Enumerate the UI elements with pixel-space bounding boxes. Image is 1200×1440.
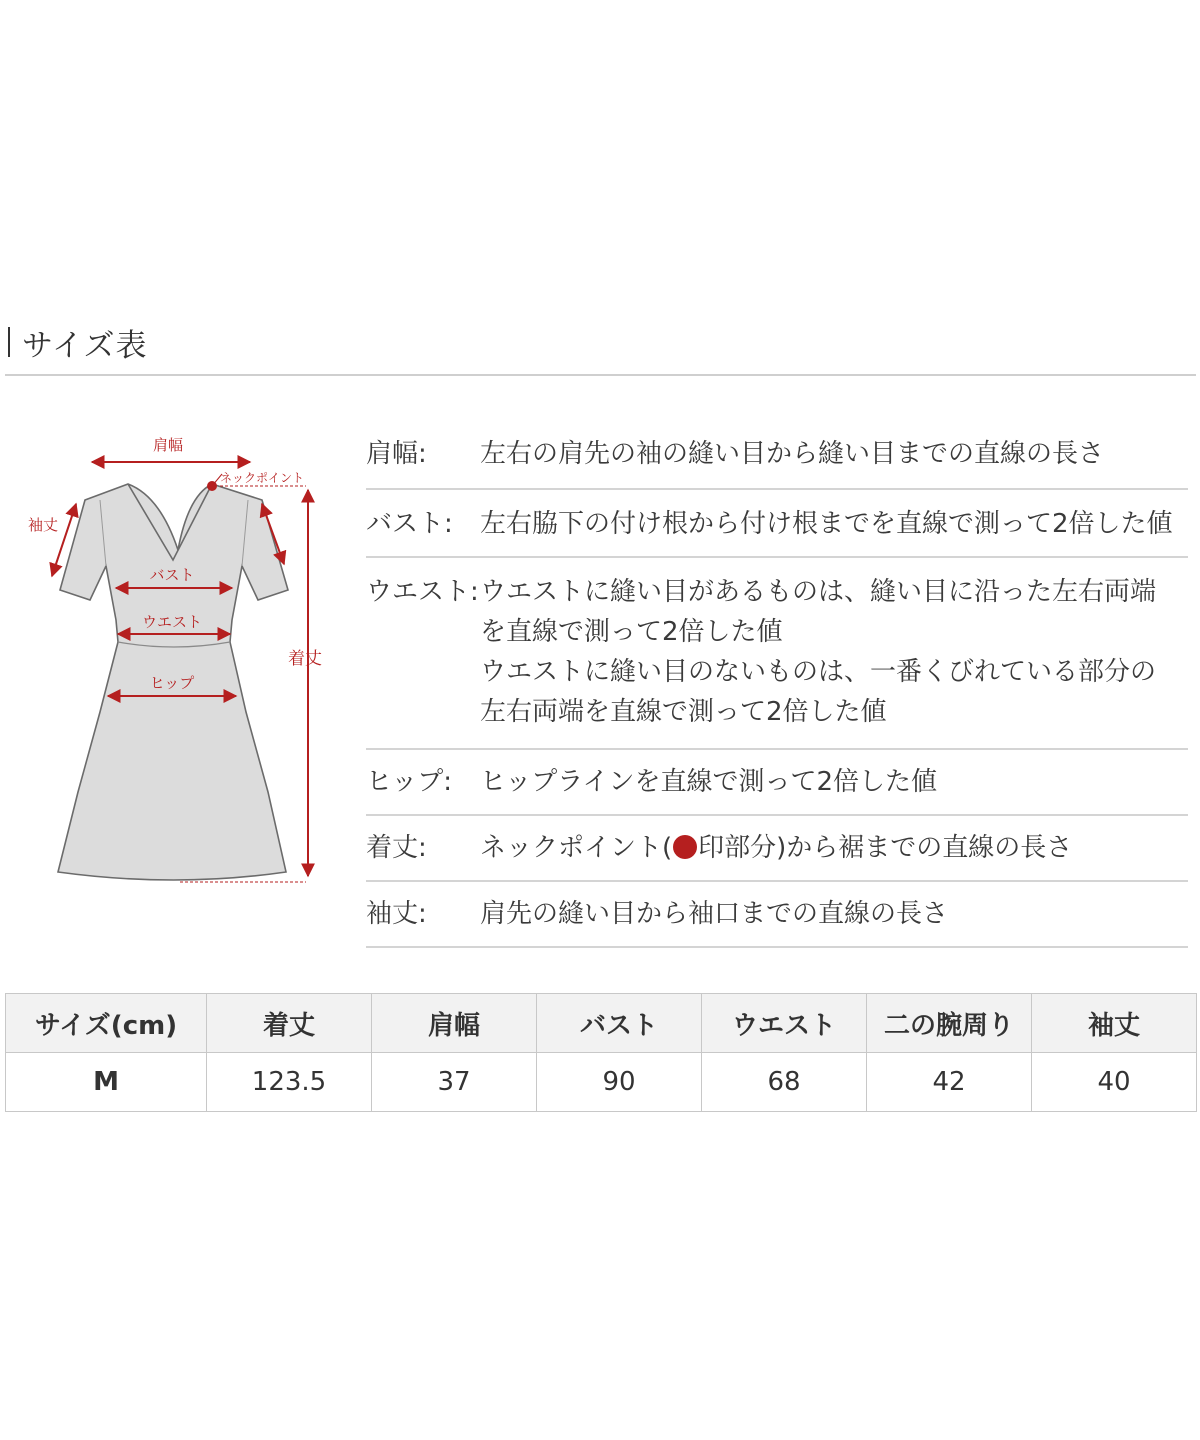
definition-text-part: ネックポイント( <box>480 833 673 863</box>
definition-text <box>480 572 1188 732</box>
definition-line: を直線で測って2倍した値 <box>480 617 783 647</box>
table-row <box>6 1053 1197 1112</box>
definition-term: ウエスト: <box>366 577 479 607</box>
shoulder-label: 肩幅 <box>152 436 184 454</box>
measurement-definitions <box>366 420 1188 948</box>
column-header: 着丈 <box>207 994 372 1053</box>
definition-row <box>366 420 1188 490</box>
heading-bar <box>8 327 10 357</box>
column-header: ウエスト <box>702 994 867 1053</box>
definition-term: ヒップ: <box>366 767 452 797</box>
definition-term: 肩幅: <box>366 439 427 469</box>
size-table <box>5 993 1197 1112</box>
definition-text: 肩先の縫い目から袖口までの直線の長さ <box>480 899 949 929</box>
table-cell: 68 <box>702 1053 867 1112</box>
table-cell: 40 <box>1032 1053 1197 1112</box>
length-label: 着丈 <box>288 649 322 669</box>
table-cell: 90 <box>537 1053 702 1112</box>
definition-line: 左右両端を直線で測って2倍した値 <box>480 697 887 727</box>
table-cell: 123.5 <box>207 1053 372 1112</box>
bust-label: バスト <box>149 566 195 584</box>
definition-text-part: 印部分)から裾までの直線の長さ <box>698 833 1073 863</box>
heading-divider <box>5 374 1196 376</box>
definition-row <box>366 816 1188 882</box>
definition-text: 左右脇下の付け根から付け根までを直線で測って2倍した値 <box>480 509 1173 539</box>
hip-label: ヒップ <box>149 674 195 692</box>
column-header: 袖丈 <box>1032 994 1197 1053</box>
table-cell: 37 <box>372 1053 537 1112</box>
sleeve-label: 袖丈 <box>28 516 59 534</box>
table-cell: M <box>6 1053 207 1112</box>
definition-row <box>366 750 1188 816</box>
waist-label: ウエスト <box>141 613 203 631</box>
column-header: サイズ(cm) <box>6 994 207 1053</box>
table-cell: 42 <box>867 1053 1032 1112</box>
definition-text: 左右の肩先の袖の縫い目から縫い目までの直線の長さ <box>480 439 1105 469</box>
definition-row <box>366 558 1188 750</box>
definition-text: ヒップラインを直線で測って2倍した値 <box>480 767 937 797</box>
definition-term: 袖丈: <box>366 899 427 929</box>
column-header: バスト <box>537 994 702 1053</box>
definition-term: バスト: <box>366 509 453 539</box>
column-header: 肩幅 <box>372 994 537 1053</box>
section-heading <box>8 322 148 362</box>
definition-row <box>366 882 1188 948</box>
red-dot-icon <box>673 835 697 859</box>
definition-line: ウエストに縫い目のないものは、一番くびれている部分の <box>480 657 1157 687</box>
definition-line: ウエストに縫い目があるものは、縫い目に沿った左右両端 <box>480 577 1157 607</box>
definition-row <box>366 490 1188 558</box>
table-header-row <box>6 994 1197 1053</box>
neck-point-label: ネックポイント <box>220 471 305 485</box>
dress-diagram <box>0 420 350 900</box>
definition-text <box>480 828 1188 868</box>
definition-term: 着丈: <box>366 833 427 863</box>
page-title: サイズ表 <box>22 327 148 364</box>
column-header: 二の腕周り <box>867 994 1032 1053</box>
